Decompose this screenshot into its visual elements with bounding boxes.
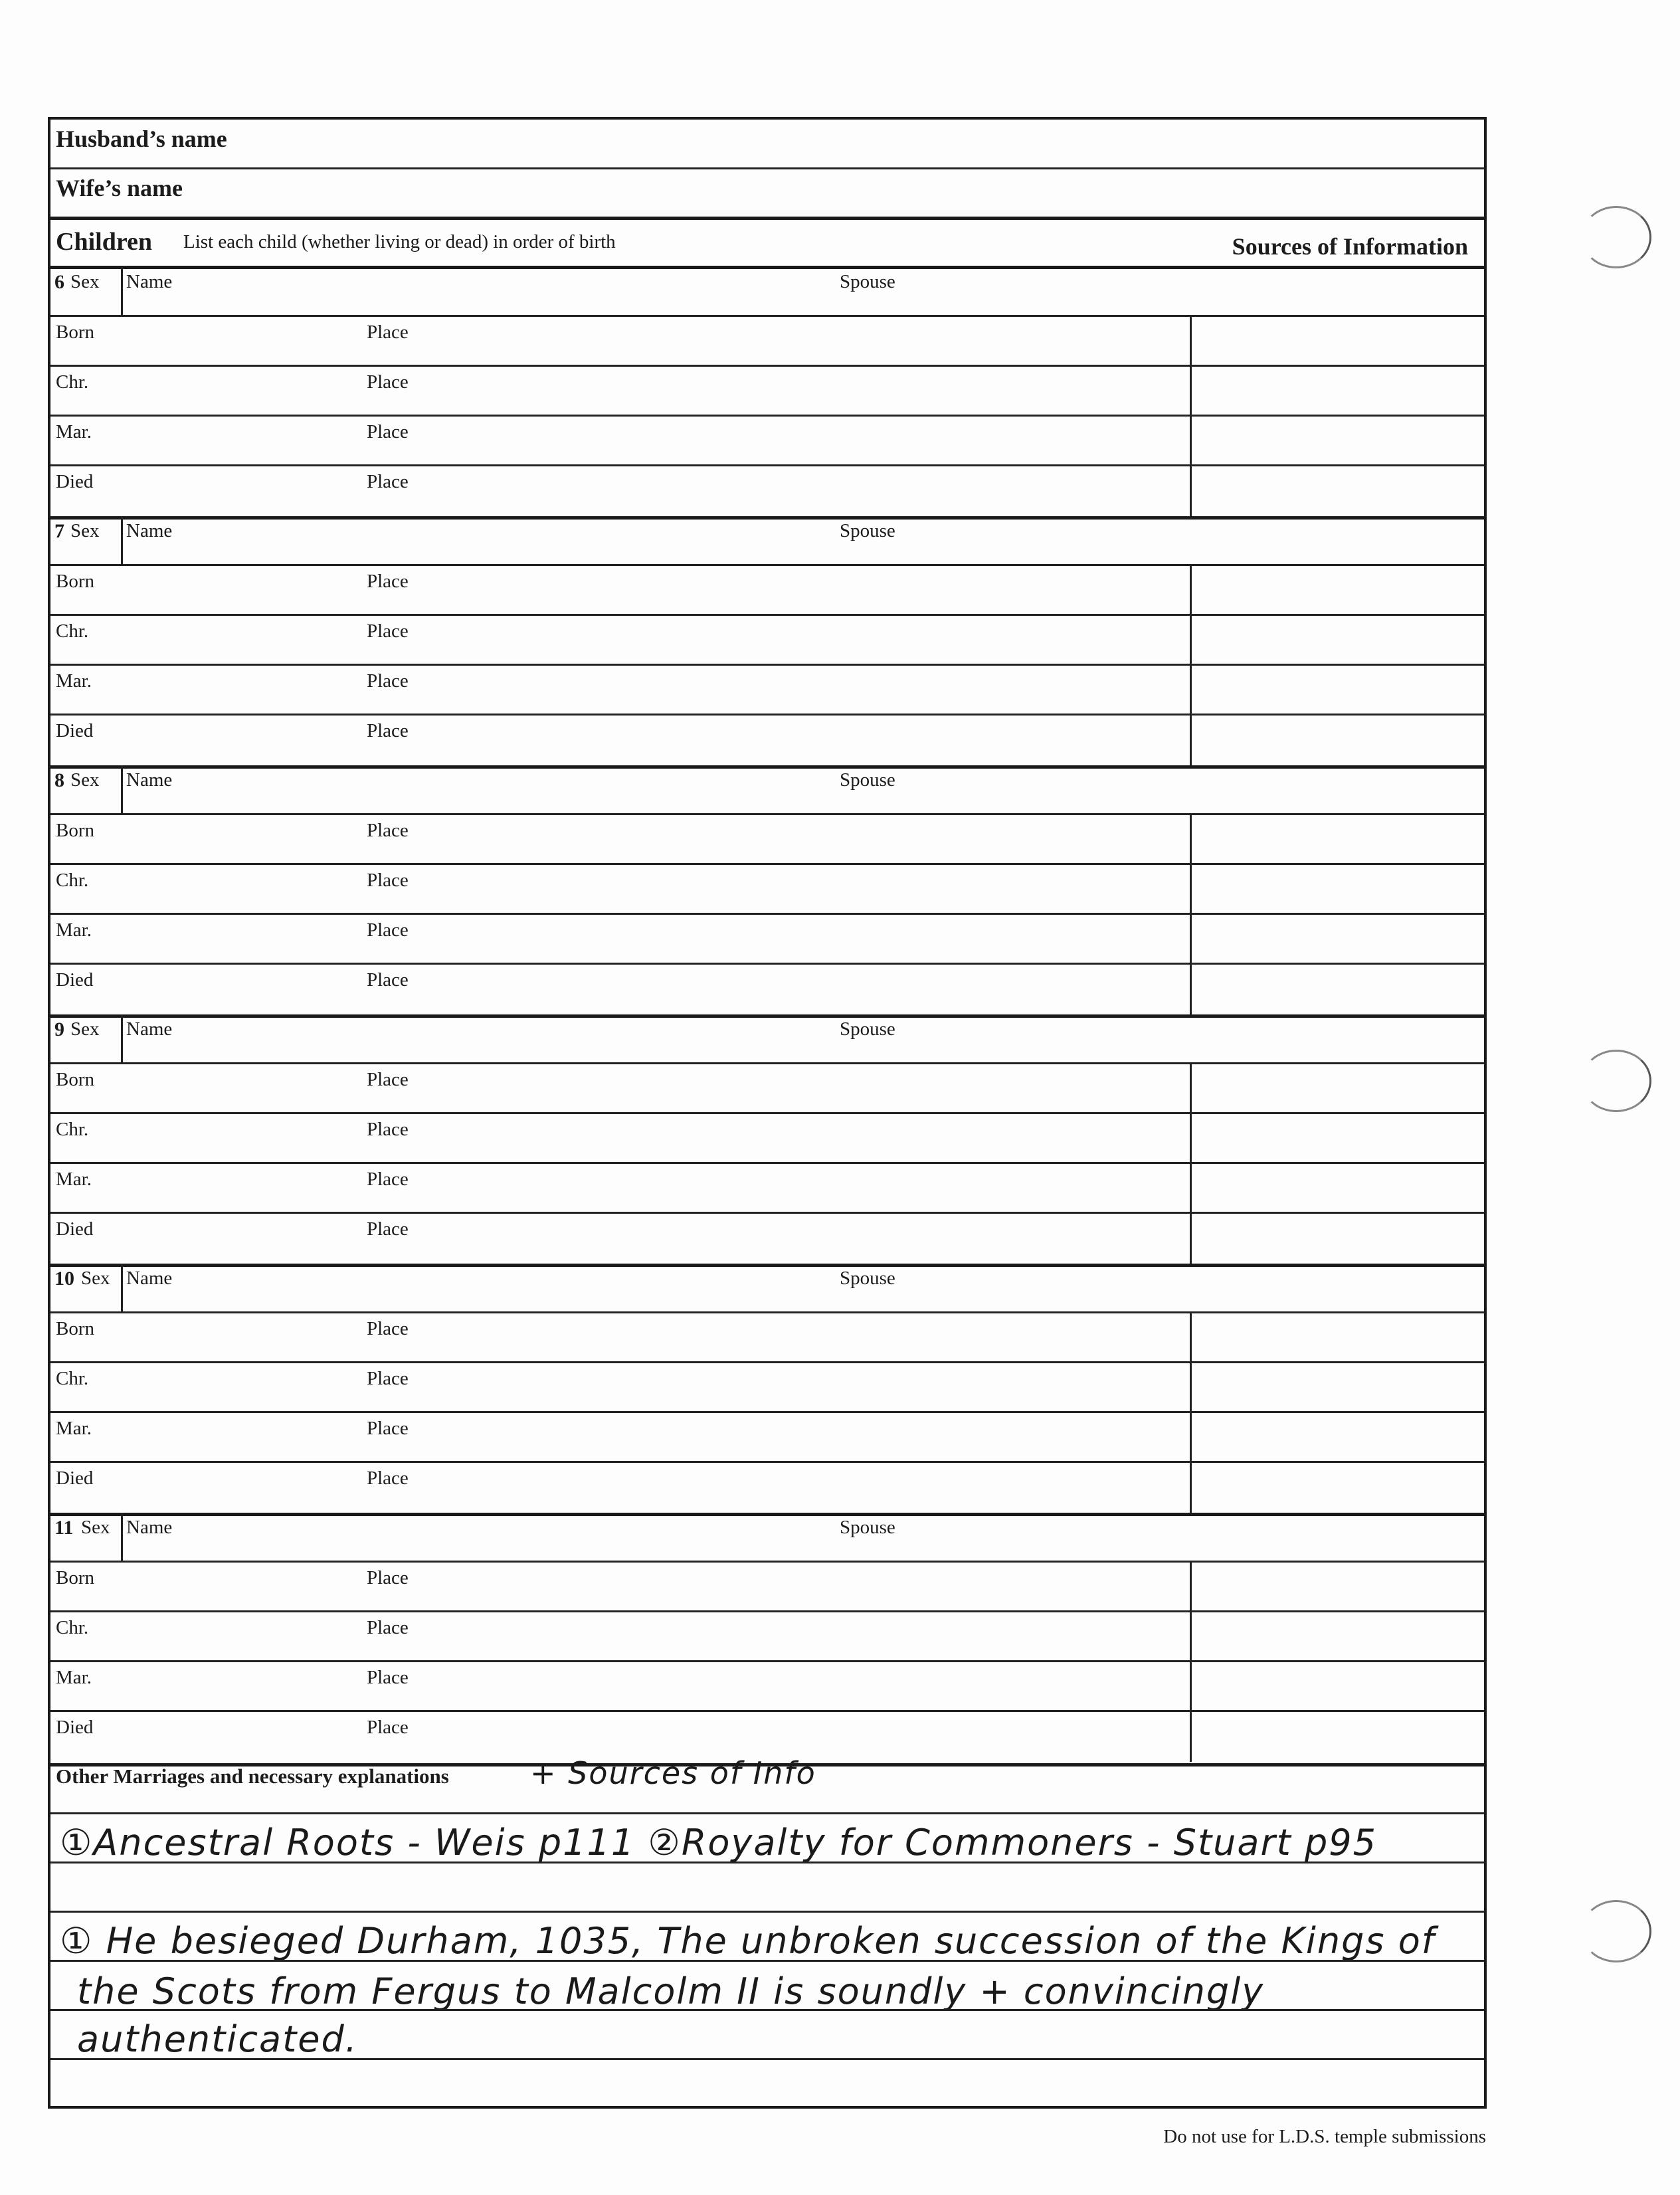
child-number: 8: [54, 769, 64, 791]
husband-name-label: Husband’s name: [56, 126, 227, 152]
divider: [50, 365, 1484, 367]
event-label: Born: [56, 1318, 94, 1339]
name-label: Name: [126, 520, 173, 541]
place-label: Place: [367, 1667, 409, 1688]
event-label: Died: [56, 1468, 94, 1489]
name-label: Name: [126, 769, 173, 791]
event-label: Died: [56, 969, 94, 991]
divider: [50, 564, 1484, 566]
place-label: Place: [367, 322, 409, 343]
name-label: Name: [126, 1268, 173, 1289]
wife-name-label: Wife’s name: [56, 175, 183, 201]
event-label: Chr.: [56, 1119, 89, 1140]
place-label: Place: [367, 720, 409, 741]
handwritten-sources-line: ①Ancestral Roots - Weis p111 ②Royalty for Commoners - Stuart p95: [60, 1822, 1378, 1863]
event-label: Chr.: [56, 620, 89, 642]
punch-hole: [1581, 1050, 1651, 1112]
name-label: Name: [126, 271, 173, 292]
child-block: [50, 1513, 1484, 1762]
event-label: Born: [56, 820, 94, 841]
family-group-record-form: [48, 117, 1487, 2109]
punch-hole: [1581, 1900, 1651, 1962]
child-block: [50, 765, 1484, 1014]
spouse-label: Spouse: [840, 1517, 895, 1538]
divider: [50, 1162, 1484, 1164]
place-label: Place: [367, 969, 409, 991]
spouse-label: Spouse: [840, 1018, 895, 1040]
sources-column-divider: [1190, 564, 1192, 765]
handwritten-heading: + Sources of Info: [530, 1755, 816, 1791]
spouse-label: Spouse: [840, 520, 895, 541]
place-label: Place: [367, 919, 409, 941]
divider: [50, 1710, 1484, 1712]
ruled-line: [50, 2009, 1484, 2011]
divider: [50, 813, 1484, 815]
event-label: Mar.: [56, 670, 92, 692]
sex-label: Sex: [70, 271, 100, 292]
sources-of-information-label: Sources of Information: [1232, 233, 1468, 260]
ruled-line: [50, 1911, 1484, 1913]
ruled-line: [50, 1960, 1484, 1962]
child-number: 6: [54, 271, 64, 293]
event-label: Chr.: [56, 1368, 89, 1389]
child-number: 10: [54, 1268, 74, 1289]
divider: [50, 1561, 1484, 1563]
spouse-label: Spouse: [840, 271, 895, 292]
spouse-label: Spouse: [840, 1268, 895, 1289]
event-label: Born: [56, 1069, 94, 1090]
handwritten-note-line: the Scots from Fergus to Malcolm II is soundly + convincingly: [77, 1970, 1265, 2012]
event-label: Mar.: [56, 1418, 92, 1439]
place-label: Place: [367, 1717, 409, 1738]
sources-column-divider: [1190, 1311, 1192, 1513]
child-block: [50, 516, 1484, 765]
divider: [50, 1461, 1484, 1463]
child-number: 7: [54, 520, 64, 542]
place-label: Place: [367, 1069, 409, 1090]
ruled-line: [50, 1861, 1484, 1863]
event-label: Died: [56, 1717, 94, 1738]
punch-hole: [1581, 206, 1651, 268]
divider: [50, 1660, 1484, 1662]
event-label: Mar.: [56, 421, 92, 442]
sources-column-divider: [1190, 813, 1192, 1014]
child-block: [50, 1014, 1484, 1264]
divider: [50, 1212, 1484, 1214]
place-label: Place: [367, 421, 409, 442]
divider: [121, 516, 123, 564]
place-label: Place: [367, 670, 409, 692]
handwritten-note-line: authenticated.: [77, 2018, 358, 2060]
footer-note: Do not use for L.D.S. temple submissions: [1163, 2126, 1486, 2147]
divider: [50, 863, 1484, 865]
place-label: Place: [367, 1567, 409, 1588]
divider: [121, 765, 123, 813]
event-label: Mar.: [56, 919, 92, 941]
event-label: Died: [56, 471, 94, 492]
divider: [50, 714, 1484, 716]
place-label: Place: [367, 820, 409, 841]
sex-label: Sex: [70, 520, 100, 541]
place-label: Place: [367, 571, 409, 592]
sex-label: Sex: [70, 1018, 100, 1040]
child-number: 11: [54, 1517, 74, 1539]
divider: [121, 1513, 123, 1561]
ruled-line: [50, 1812, 1484, 1814]
divider: [50, 1361, 1484, 1363]
sex-label: Sex: [81, 1517, 110, 1538]
divider: [50, 913, 1484, 915]
sources-column-divider: [1190, 1062, 1192, 1264]
sources-column-divider: [1190, 315, 1192, 516]
place-label: Place: [367, 371, 409, 393]
event-label: Died: [56, 720, 94, 741]
sex-label: Sex: [81, 1268, 110, 1289]
event-label: Born: [56, 1567, 94, 1588]
place-label: Place: [367, 471, 409, 492]
children-instructions: List each child (whether living or dead) in order of birth: [183, 231, 616, 252]
spouse-label: Spouse: [840, 769, 895, 791]
divider: [121, 1014, 123, 1062]
place-label: Place: [367, 620, 409, 642]
divider: [121, 267, 123, 315]
divider: [121, 1264, 123, 1311]
divider: [50, 614, 1484, 616]
place-label: Place: [367, 1218, 409, 1240]
event-label: Mar.: [56, 1667, 92, 1688]
divider: [50, 464, 1484, 466]
divider: [50, 1311, 1484, 1313]
child-block: [50, 267, 1484, 516]
divider: [50, 217, 1484, 220]
divider: [50, 963, 1484, 965]
sources-column-divider: [1190, 1561, 1192, 1762]
event-label: Born: [56, 571, 94, 592]
divider: [50, 1411, 1484, 1413]
children-label: Children: [56, 228, 153, 256]
place-label: Place: [367, 1468, 409, 1489]
other-marriages-label: Other Marriages and necessary explanations: [56, 1765, 449, 1788]
divider: [50, 1062, 1484, 1064]
divider: [50, 1112, 1484, 1114]
divider: [50, 315, 1484, 317]
divider: [50, 664, 1484, 666]
name-label: Name: [126, 1018, 173, 1040]
event-label: Chr.: [56, 870, 89, 891]
place-label: Place: [367, 1119, 409, 1140]
divider: [50, 415, 1484, 417]
place-label: Place: [367, 1418, 409, 1439]
handwritten-note-line: ① He besieged Durham, 1035, The unbroken succession of the Kings of: [60, 1920, 1436, 1962]
child-block: [50, 1264, 1484, 1513]
divider: [50, 167, 1484, 169]
ruled-line: [50, 2058, 1484, 2060]
place-label: Place: [367, 1617, 409, 1638]
event-label: Chr.: [56, 1617, 89, 1638]
event-label: Died: [56, 1218, 94, 1240]
divider: [50, 1610, 1484, 1612]
event-label: Born: [56, 322, 94, 343]
child-number: 9: [54, 1018, 64, 1040]
event-label: Mar.: [56, 1169, 92, 1190]
sex-label: Sex: [70, 769, 100, 791]
name-label: Name: [126, 1517, 173, 1538]
event-label: Chr.: [56, 371, 89, 393]
place-label: Place: [367, 870, 409, 891]
place-label: Place: [367, 1318, 409, 1339]
place-label: Place: [367, 1169, 409, 1190]
place-label: Place: [367, 1368, 409, 1389]
